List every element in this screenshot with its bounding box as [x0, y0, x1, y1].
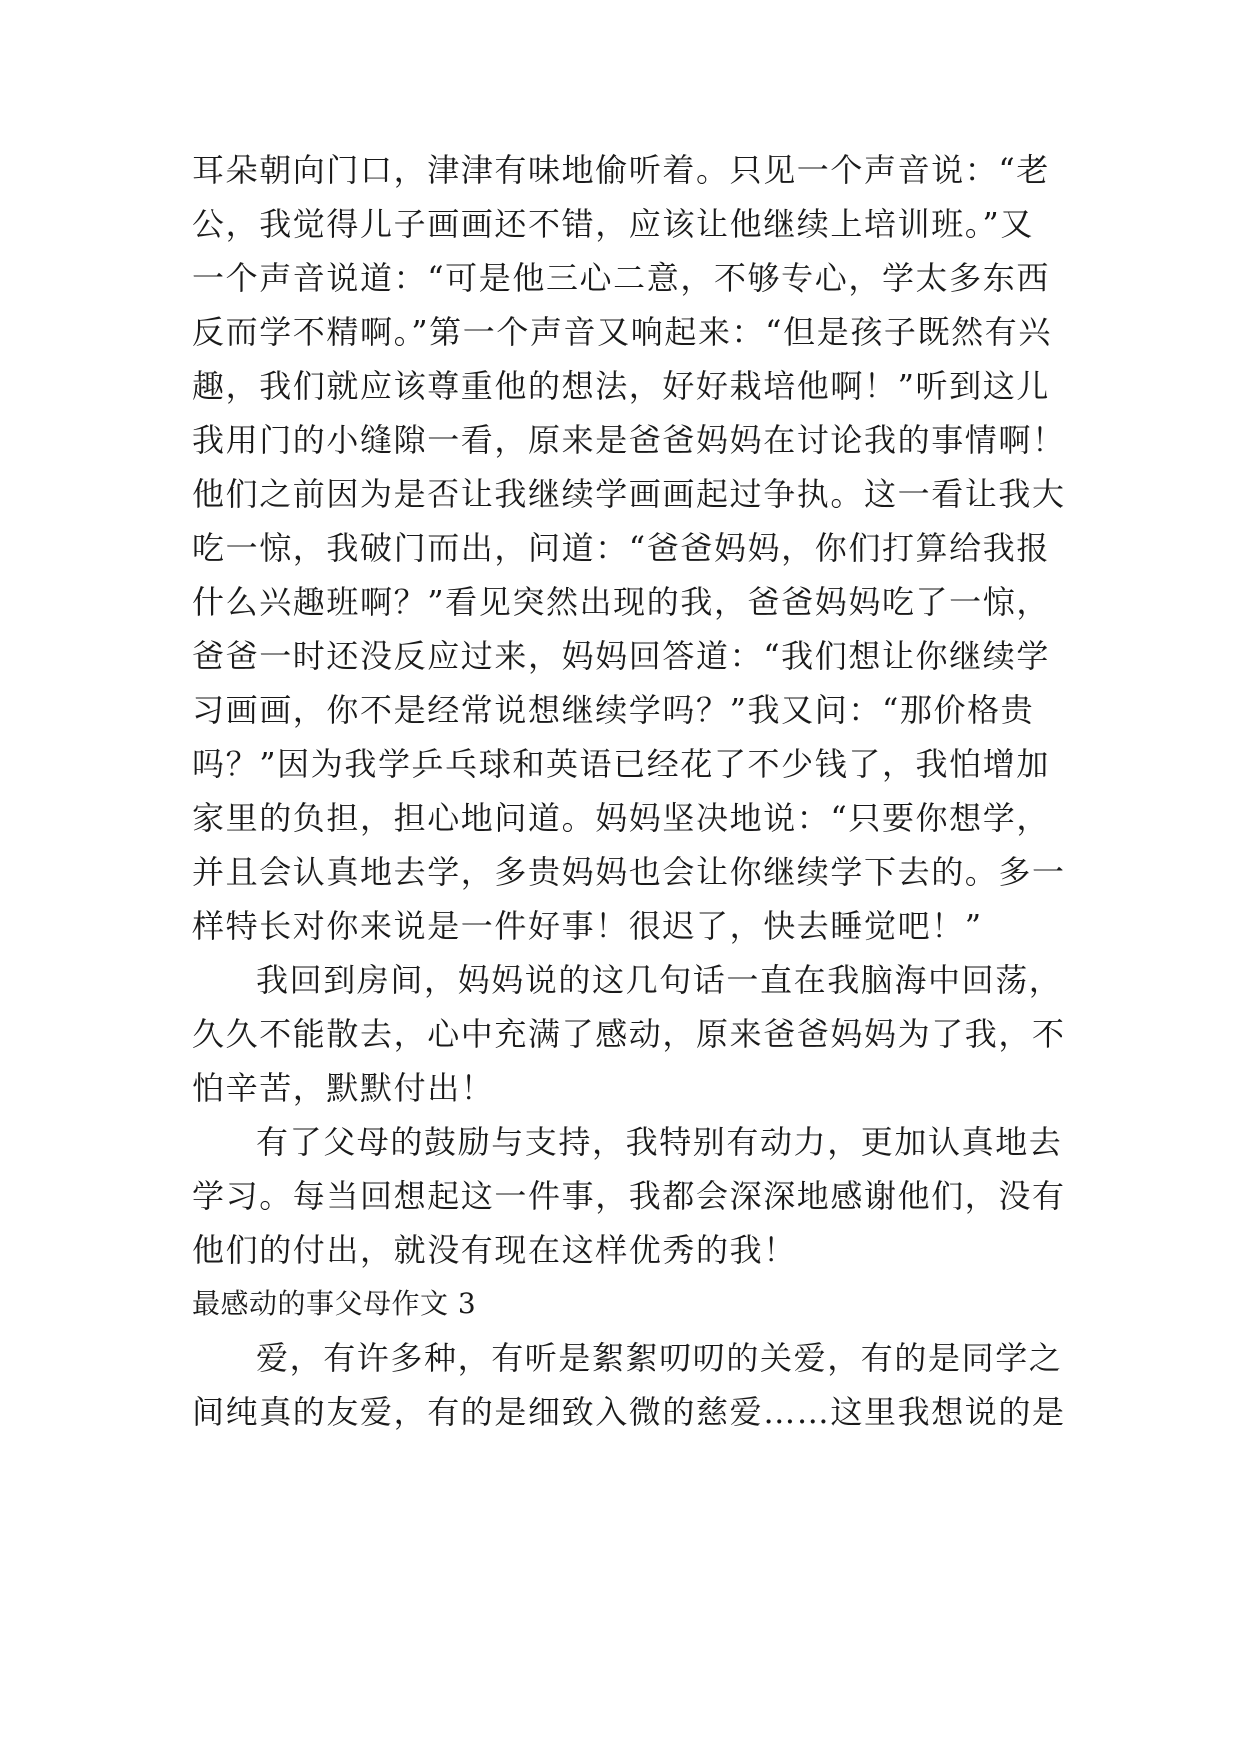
text-line: 吗？”因为我学乒乓球和英语已经花了不少钱了，我怕增加: [192, 745, 1050, 783]
text-line: 家里的负担，担心地问道。妈妈坚决地说：“只要你想学，: [192, 799, 1050, 837]
text-line: 习画画，你不是经常说想继续学吗？”我又问：“那价格贵: [192, 691, 1035, 729]
text-line: 趣，我们就应该尊重他的想法，好好栽培他啊！”听到这儿: [192, 367, 1050, 405]
text-line: 他们的付出，就没有现在这样优秀的我！: [192, 1231, 797, 1269]
text-line: 学习。每当回想起这一件事，我都会深深地感谢他们，没有: [192, 1177, 1066, 1215]
text-line: 有了父母的鼓励与支持，我特别有动力，更加认真地去: [256, 1123, 1063, 1161]
text-line: 我用门的小缝隙一看，原来是爸爸妈妈在讨论我的事情啊！: [192, 421, 1066, 459]
text-line: 久久不能散去，心中充满了感动，原来爸爸妈妈为了我，不: [192, 1015, 1066, 1053]
text-line: 爱，有许多种，有听是絮絮叨叨的关爱，有的是同学之: [256, 1339, 1063, 1377]
text-line: 我回到房间，妈妈说的这几句话一直在我脑海中回荡，: [256, 961, 1063, 999]
text-line: 什么兴趣班啊？”看见突然出现的我，爸爸妈妈吃了一惊，: [192, 583, 1050, 621]
text-line: 公，我觉得儿子画画还不错，应该让他继续上培训班。”又: [192, 205, 1034, 243]
section-heading: 最感动的事父母作文 3: [192, 1287, 477, 1320]
text-line: 一个声音说道：“可是他三心二意，不够专心，学太多东西: [192, 259, 1050, 297]
text-line: 爸爸一时还没反应过来，妈妈回答道：“我们想让你继续学: [192, 637, 1050, 675]
text-line: 怕辛苦，默默付出！: [192, 1069, 495, 1107]
text-line: 并且会认真地去学，多贵妈妈也会让你继续学下去的。多一: [192, 853, 1066, 891]
text-line: 他们之前因为是否让我继续学画画起过争执。这一看让我大: [192, 475, 1066, 513]
text-line: 反而学不精啊。”第一个声音又响起来：“但是孩子既然有兴: [192, 313, 1052, 351]
text-line: 间纯真的友爱，有的是细致入微的慈爱……这里我想说的是: [192, 1393, 1066, 1431]
text-line: 样特长对你来说是一件好事！很迟了，快去睡觉吧！”: [192, 907, 983, 945]
text-line: 吃一惊，我破门而出，问道：“爸爸妈妈，你们打算给我报: [192, 529, 1050, 567]
text-line: 耳朵朝向门口，津津有味地偷听着。只见一个声音说：“老: [192, 151, 1050, 189]
